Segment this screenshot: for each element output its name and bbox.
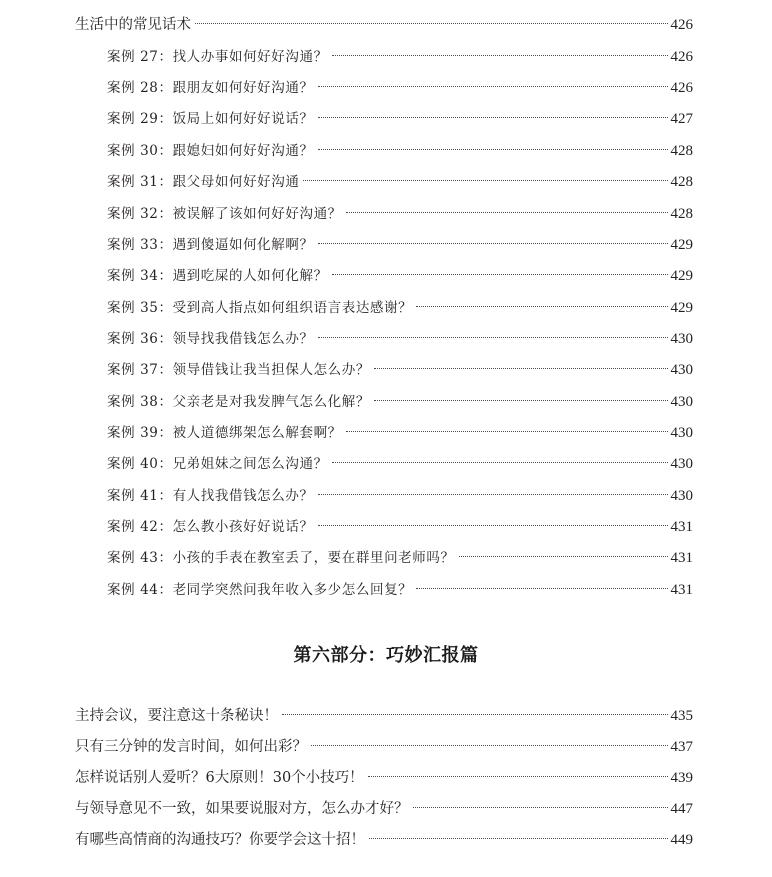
dot-leader <box>332 462 668 463</box>
toc-page-number: 439 <box>670 770 693 786</box>
toc-entry-title: 案例 39：被人道德绑架怎么解套啊？ <box>107 425 342 441</box>
toc-entry-case[interactable] <box>107 265 693 287</box>
toc-page-number: 431 <box>670 519 693 535</box>
toc-page-number: 430 <box>670 394 693 410</box>
toc-entry-title: 生活中的常见话术 <box>75 17 191 33</box>
part-heading: 第六部分：巧妙汇报篇 <box>293 645 479 666</box>
toc-page-number: 429 <box>670 300 693 316</box>
toc-entry-title: 案例 34：遇到吃屎的人如何化解？ <box>107 268 328 284</box>
dot-leader <box>318 86 668 87</box>
toc-page-number: 437 <box>670 739 693 755</box>
toc-entry-case[interactable] <box>107 516 693 538</box>
toc-entry-title: 案例 40：兄弟姐妹之间怎么沟通？ <box>107 456 328 472</box>
toc-page-number: 426 <box>670 49 693 65</box>
dot-leader <box>311 745 668 746</box>
toc-page-number: 427 <box>670 111 693 127</box>
toc-entry-title: 案例 32：被误解了该如何好好沟通？ <box>107 206 342 222</box>
toc-entry-section[interactable] <box>75 736 693 758</box>
dot-leader <box>318 243 668 244</box>
toc-entry-case[interactable] <box>107 485 693 507</box>
dot-leader <box>303 180 667 181</box>
toc-entry-title: 与领导意见不一致，如果要说服对方，怎么办才好？ <box>75 801 409 817</box>
toc-page-number: 447 <box>670 801 693 817</box>
toc-entry-case[interactable] <box>107 171 693 193</box>
dot-leader <box>318 149 668 150</box>
dot-leader <box>369 838 668 839</box>
toc-page-number: 429 <box>670 268 693 284</box>
toc-page-number: 430 <box>670 456 693 472</box>
dot-leader <box>332 55 668 56</box>
toc-entry-title: 案例 28：跟朋友如何好好沟通？ <box>107 80 314 96</box>
toc-entry-title: 只有三分钟的发言时间，如何出彩？ <box>75 739 307 755</box>
toc-entry-section[interactable] <box>75 767 693 789</box>
toc-page-number: 430 <box>670 362 693 378</box>
toc-page-number: 428 <box>670 174 693 190</box>
toc-page-number: 429 <box>670 237 693 253</box>
toc-entry-section[interactable] <box>75 14 693 36</box>
toc-entry-section[interactable] <box>75 798 693 820</box>
toc-entry-title: 主持会议，要注意这十条秘诀！ <box>75 708 278 724</box>
dot-leader <box>374 368 668 369</box>
toc-entry-title: 案例 35：受到高人指点如何组织语言表达感谢？ <box>107 300 413 316</box>
dot-leader <box>332 274 668 275</box>
toc-page-number: 431 <box>670 582 693 598</box>
toc-entry-case[interactable] <box>107 579 693 601</box>
toc-entry-case[interactable] <box>107 453 693 475</box>
dot-leader <box>195 23 668 24</box>
dot-leader <box>368 776 668 777</box>
toc-page-number: 449 <box>670 832 693 848</box>
toc-page-number: 426 <box>670 80 693 96</box>
toc-entry-case[interactable] <box>107 46 693 68</box>
dot-leader <box>346 212 668 213</box>
toc-entry-case[interactable] <box>107 297 693 319</box>
toc-entry-case[interactable] <box>107 328 693 350</box>
toc-entry-title: 案例 43：小孩的手表在教室丢了，要在群里问老师吗？ <box>107 550 455 566</box>
dot-leader <box>318 494 668 495</box>
toc-entry-case[interactable] <box>107 108 693 130</box>
toc-page-number: 428 <box>670 206 693 222</box>
toc-entry-title: 案例 36：领导找我借钱怎么办？ <box>107 331 314 347</box>
toc-entry-title: 案例 38：父亲老是对我发脾气怎么化解？ <box>107 394 370 410</box>
dot-leader <box>374 400 668 401</box>
dot-leader <box>413 807 668 808</box>
toc-page-number: 428 <box>670 143 693 159</box>
toc-entry-title: 怎样说话别人爱听？6大原则！30个小技巧！ <box>75 770 364 786</box>
toc-entry-case[interactable] <box>107 359 693 381</box>
toc-entry-case[interactable] <box>107 547 693 569</box>
toc-entry-case[interactable] <box>107 234 693 256</box>
toc-entry-title: 案例 41：有人找我借钱怎么办？ <box>107 488 314 504</box>
toc-entry-section[interactable] <box>75 705 693 727</box>
toc-entry-case[interactable] <box>107 422 693 444</box>
toc-entry-case[interactable] <box>107 391 693 413</box>
toc-entry-title: 案例 29：饭局上如何好好说话？ <box>107 111 314 127</box>
toc-page-number: 435 <box>670 708 693 724</box>
toc-entry-title: 有哪些高情商的沟通技巧？你要学会这十招！ <box>75 832 365 848</box>
toc-entry-title: 案例 31：跟父母如何好好沟通 <box>107 174 300 190</box>
toc-entry-case[interactable] <box>107 203 693 225</box>
dot-leader <box>318 525 668 526</box>
toc-page-number: 430 <box>670 488 693 504</box>
toc-page-number: 431 <box>670 550 693 566</box>
toc-entry-section[interactable] <box>75 829 693 851</box>
toc-entry-title: 案例 30：跟媳妇如何好好沟通？ <box>107 143 314 159</box>
toc-entry-title: 案例 37：领导借钱让我当担保人怎么办？ <box>107 362 370 378</box>
toc-entry-case[interactable] <box>107 140 693 162</box>
dot-leader <box>416 588 667 589</box>
dot-leader <box>318 337 668 338</box>
dot-leader <box>318 117 668 118</box>
dot-leader <box>346 431 668 432</box>
toc-page-number: 426 <box>670 17 693 33</box>
toc-entry-case[interactable] <box>107 77 693 99</box>
toc-entry-title: 案例 42：怎么教小孩好好说话？ <box>107 519 314 535</box>
dot-leader <box>282 714 668 715</box>
dot-leader <box>459 556 668 557</box>
toc-page-number: 430 <box>670 331 693 347</box>
toc-page-number: 430 <box>670 425 693 441</box>
dot-leader <box>416 306 667 307</box>
toc-entry-title: 案例 27：找人办事如何好好沟通？ <box>107 49 328 65</box>
toc-entry-title: 案例 44：老同学突然问我年收入多少怎么回复？ <box>107 582 413 598</box>
toc-entry-title: 案例 33：遇到傻逼如何化解啊？ <box>107 237 314 253</box>
